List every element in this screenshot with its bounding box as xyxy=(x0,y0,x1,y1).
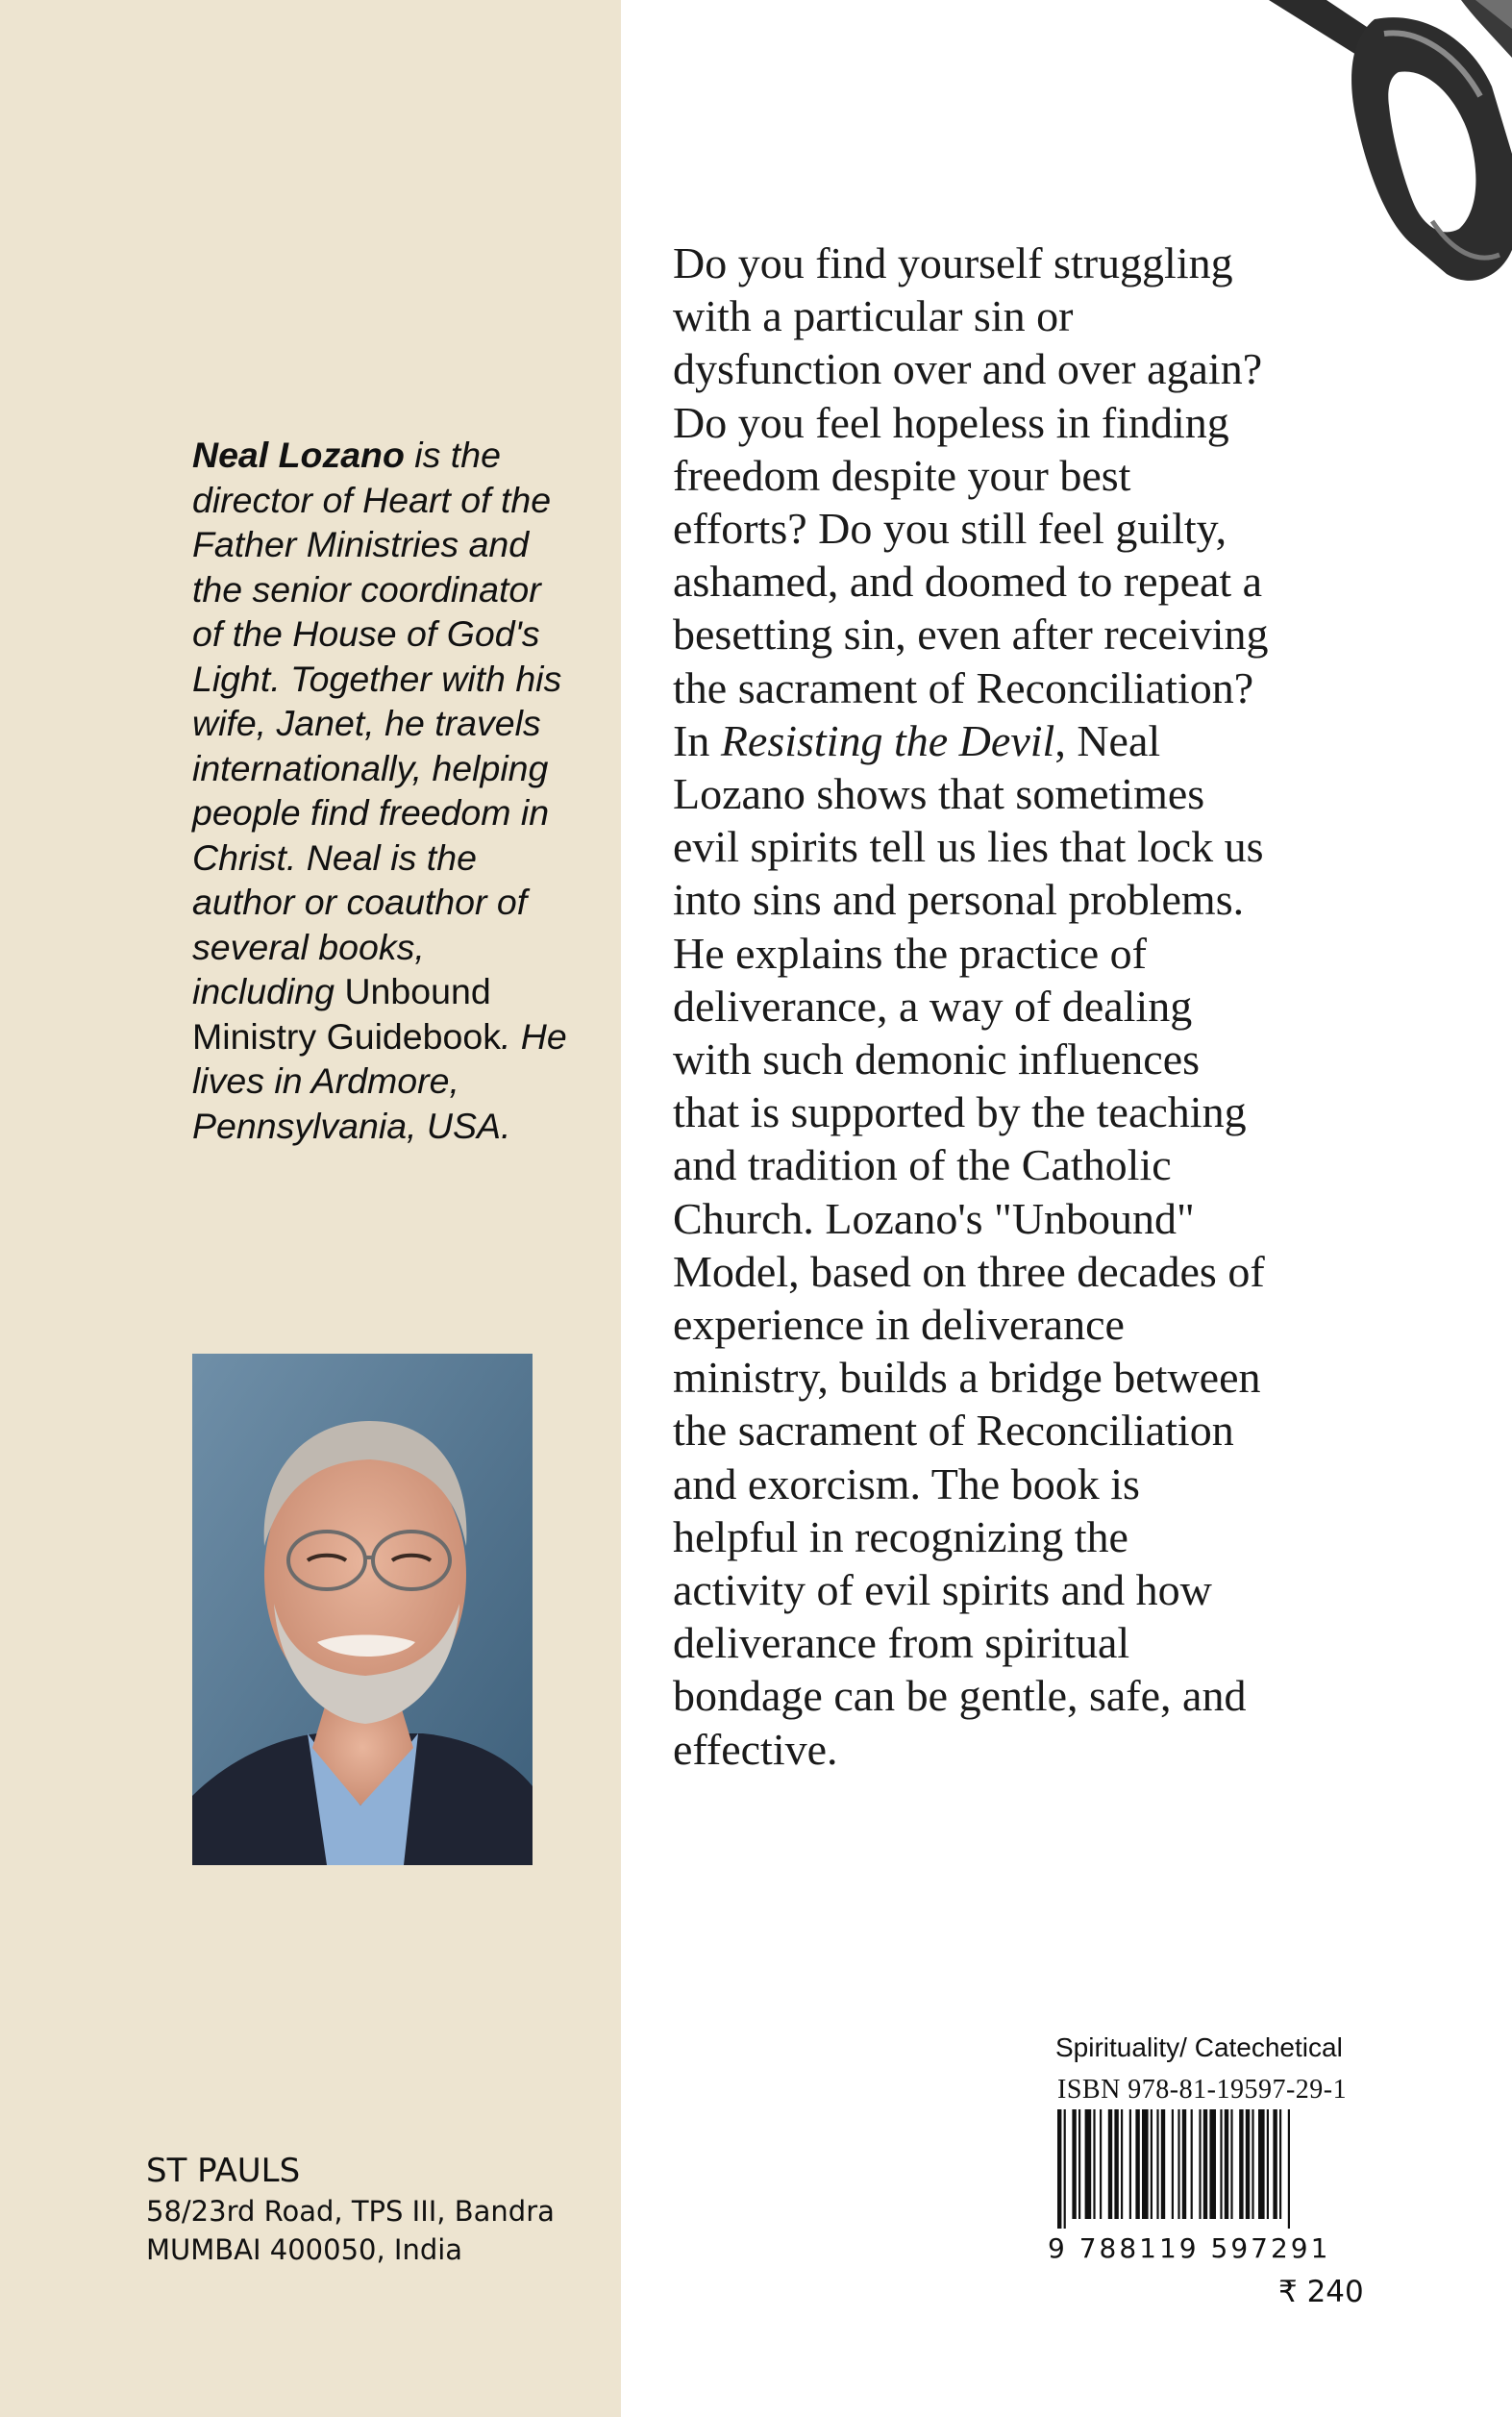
book-description xyxy=(673,237,1480,1776)
isbn-label: ISBN 978-81-19597-29-1 xyxy=(1057,2075,1348,2105)
barcode-bar xyxy=(1209,2109,1216,2219)
publisher-address-line-2: MUMBAI 400050, India xyxy=(146,2233,463,2266)
barcode-bar xyxy=(1267,2109,1269,2219)
price-label: ₹ 240 xyxy=(1278,2275,1364,2309)
barcode-bar xyxy=(1177,2109,1179,2219)
barcode-bar xyxy=(1252,2109,1253,2219)
barcode-bar xyxy=(1230,2109,1232,2219)
barcode-bar xyxy=(1072,2109,1076,2219)
barcode xyxy=(1057,2109,1361,2229)
author-name: Neal Lozano xyxy=(192,435,405,475)
barcode-bar xyxy=(1093,2109,1095,2219)
publisher-info xyxy=(146,2150,607,2269)
category-label: Spirituality/ Catechetical xyxy=(1055,2032,1343,2062)
left-panel xyxy=(0,0,621,2417)
barcode-bar xyxy=(1057,2109,1061,2229)
barcode-bar xyxy=(1288,2109,1290,2229)
barcode-bar xyxy=(1078,2109,1080,2219)
barcode-bar xyxy=(1100,2109,1102,2219)
barcode-bar xyxy=(1085,2109,1092,2219)
barcode-bar xyxy=(1258,2109,1265,2219)
author-photo xyxy=(192,1354,533,1865)
author-bio xyxy=(192,433,577,1148)
barcode-bar xyxy=(1064,2109,1066,2229)
barcode-bar xyxy=(1135,2109,1139,2219)
barcode-bar xyxy=(1172,2109,1174,2219)
barcode-bar xyxy=(1191,2109,1193,2219)
book-title: Resisting the Devil xyxy=(720,715,1055,765)
barcode-bar xyxy=(1114,2109,1118,2219)
barcode-bar xyxy=(1142,2109,1149,2219)
barcode-digits: 9 788119 597291 xyxy=(1048,2232,1331,2264)
barcode-bar xyxy=(1199,2109,1201,2219)
barcode-bar xyxy=(1156,2109,1158,2219)
barcode-bar xyxy=(1279,2109,1281,2219)
barcode-bar xyxy=(1182,2109,1186,2219)
description-part-1: Do you find yourself struggling with a particular sin or dysfunction over and over again? Do you feel hopeless in finding freedom despite your best efforts? Do you still feel guilty, ashamed, and doomed to repeat a besetting sin, even after receiving the sacrament of Reconciliation? In xyxy=(673,238,1269,765)
barcode-bar xyxy=(1161,2109,1165,2219)
barcode-bar xyxy=(1239,2109,1243,2219)
barcode-bar xyxy=(1203,2109,1207,2219)
barcode-bar xyxy=(1273,2109,1277,2219)
barcode-bar xyxy=(1225,2109,1228,2219)
publisher-address-line-1: 58/23rd Road, TPS III, Bandra xyxy=(146,2195,555,2228)
barcode-bar xyxy=(1121,2109,1123,2219)
barcode-bar xyxy=(1220,2109,1222,2219)
author-bio-closing: . He lives in Ardmore, Pennsylvania, USA. xyxy=(192,1015,567,1146)
publisher-name: ST PAULS xyxy=(146,2152,301,2190)
barcode-bar xyxy=(1246,2109,1250,2219)
author-bio-text: is the director of Heart of the Father Ministries and the senior coordinator of the House of God's Light. Together with his wife, Janet, he travels internationally, helping people find freedom in Christ. Neal is the author or coauthor of several books, including xyxy=(192,435,562,1011)
author-book-title: Unbound Ministry Guidebook xyxy=(192,971,501,1057)
description-part-2: , Neal Lozano shows that sometimes evil spirits tell us lies that lock us into sins and personal problems. He explains the practice of deliverance, a way of dealing with such demonic influences that is supported by the teaching and tradition of the Catholic Church. Lozano's "Unbound" Model, based on three decades of experience in deliverance ministry, builds a bridge between the sacrament of Reconciliation and exorcism. The book is helpful in recognizing the activity of evil spirits and how deliverance from spiritual bondage can be gentle, safe, and effective. xyxy=(673,715,1265,1774)
barcode-bar xyxy=(1108,2109,1112,2219)
barcode-bar xyxy=(1129,2109,1131,2219)
barcode-bar xyxy=(1151,2109,1153,2219)
